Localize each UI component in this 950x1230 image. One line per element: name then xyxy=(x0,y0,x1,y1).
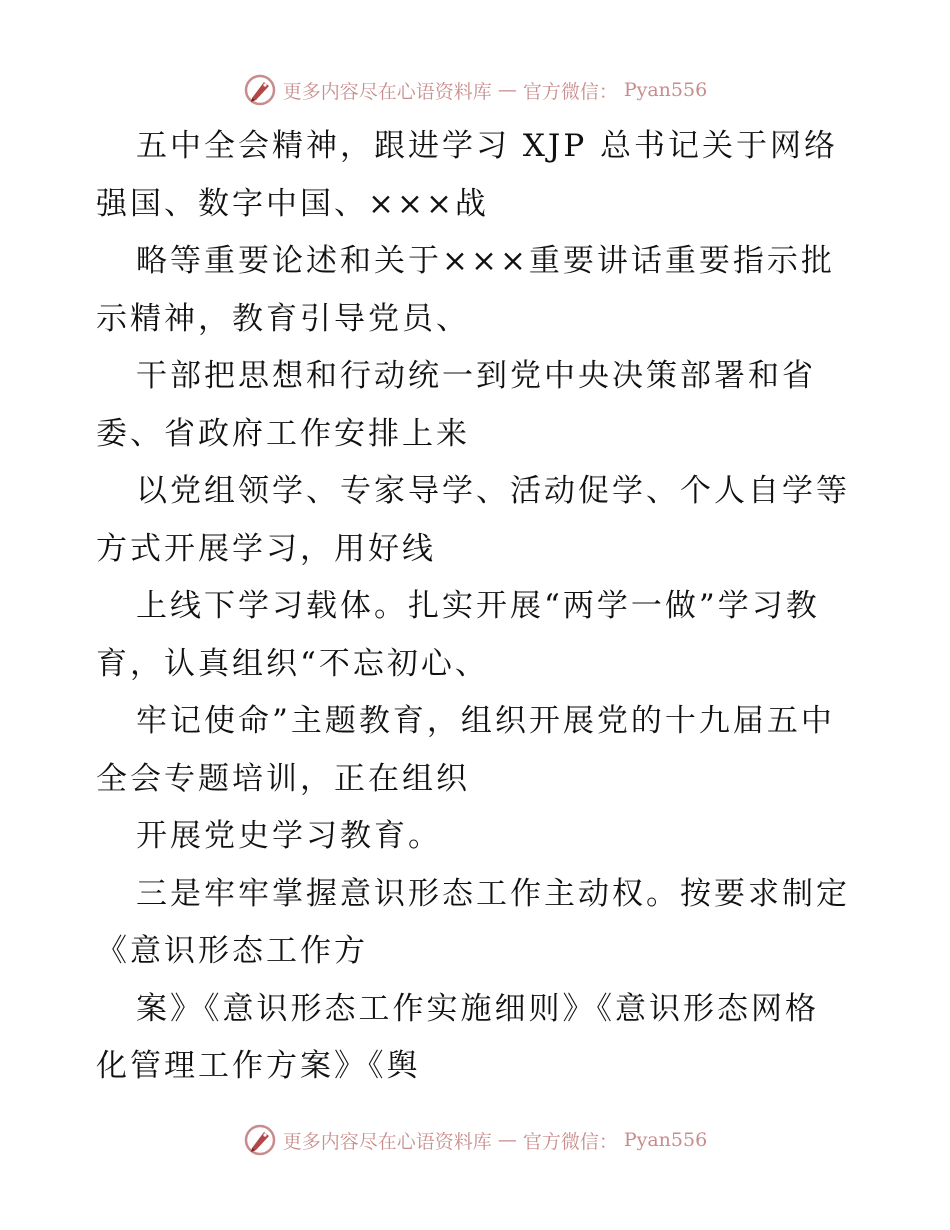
text-line: 干部把思想和行动统一到党中央决策部署和省 xyxy=(136,358,816,394)
text-line: 全会专题培训，正在组织 xyxy=(96,760,470,797)
watermark-footer xyxy=(0,1120,950,1160)
document-body xyxy=(96,118,856,1096)
watermark-contact-label: 官方微信： xyxy=(522,1130,618,1153)
pen-nib-logo-icon xyxy=(243,1123,277,1157)
text-line: 上线下学习载体。扎实开展“两学一做”学习教 xyxy=(136,588,820,624)
watermark-brand: 更多内容尽在心语资料库 xyxy=(282,80,492,103)
text-line: 牢记使命”主题教育，组织开展党的十九届五中 xyxy=(136,703,835,739)
pen-nib-logo-icon xyxy=(243,73,277,107)
watermark-separator: — xyxy=(497,79,517,101)
text-line: 化管理工作方案》《舆 xyxy=(96,1048,421,1084)
text-line: 以党组领学、专家导学、活动促学、个人自学等 xyxy=(136,473,850,509)
text-line: 《意识形态工作方 xyxy=(96,933,368,969)
text-line: 案》《意识形态工作实施细则》《意识形态网格 xyxy=(136,990,819,1027)
text-line: 三是牢牢掌握意识形态工作主动权。按要求制定 xyxy=(136,875,850,912)
watermark-contact-label: 官方微信： xyxy=(522,80,618,103)
watermark-separator: — xyxy=(497,1129,517,1151)
text-line: 强国、数字中国、×××战 xyxy=(96,185,489,222)
text-line: 五中全会精神，跟进学习 XJP 总书记关于网络 xyxy=(136,128,839,164)
text-line: 育，认真组织“不忘初心、 xyxy=(96,645,489,682)
text-line: 略等重要论述和关于×××重要讲话重要指示批 xyxy=(136,243,835,279)
watermark-contact-id: Pyan556 xyxy=(623,79,708,101)
watermark-contact-id: Pyan556 xyxy=(623,1129,708,1151)
text-line: 开展党史学习教育。 xyxy=(136,818,442,854)
text-line: 示精神，教育引导党员、 xyxy=(96,300,470,337)
text-line: 委、省政府工作安排上来 xyxy=(96,415,470,452)
watermark-header xyxy=(0,70,950,110)
watermark-brand: 更多内容尽在心语资料库 xyxy=(282,1130,492,1153)
text-line: 方式开展学习，用好线 xyxy=(96,530,436,567)
